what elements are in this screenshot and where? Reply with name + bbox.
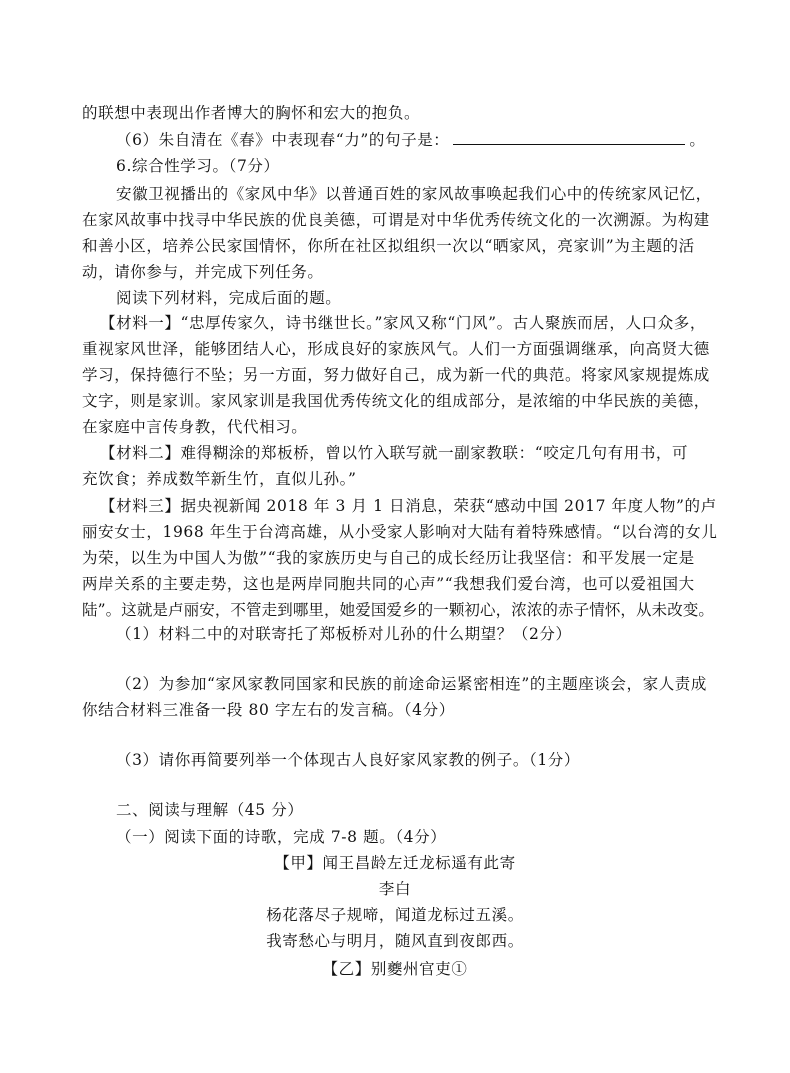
section-heading: 6.综合性学习。（7分）: [116, 157, 280, 175]
paragraph-line: 和善小区，培养公民家国情怀，你所在社区拟组织一次以“晒家风，亮家训”为主题的活: [82, 237, 695, 255]
paragraph-line: 在家风故事中找寻中华民族的优良美德，可谓是对中华优秀传统文化的一次溯源。为构建: [82, 211, 710, 229]
sub-question-2: （2）为参加“家风家教同国家和民族的前途命运紧密相连”的主题座谈会，家人责成: [116, 675, 708, 693]
material-1-line: 【材料一】“忠厚传家久，诗书继世长。”家风又称“门风”。古人聚族而居，人口众多，: [100, 314, 706, 332]
poem-1-line: 杨花落尽子规啼，闻道龙标过五溪。: [266, 906, 524, 924]
material-3-line: 两岸关系的主要走势，这也是两岸同胞共同的心声”“我想我们爱台湾，也可以爱祖国大: [82, 575, 695, 593]
subsection-title: （一）阅读下面的诗歌，完成 7-8 题。（4分）: [116, 828, 447, 846]
instruction-line: 阅读下列材料，完成后面的题。: [116, 289, 342, 307]
material-3-line: 陆”。这就是卢丽安，不管走到哪里，她爱国爱乡的一颗初心，浓浓的赤子情怀，从未改变。: [82, 601, 715, 619]
material-3-line: 为荣，以生为中国人为傲”“我的家族历史与自己的成长经历让我坚信：和平发展一定是: [82, 549, 695, 567]
material-1-line: 文字，则是家训。家风家训是我国优秀传统文化的组成部分，是浓缩的中华民族的美德，: [82, 392, 710, 410]
poem-1-line: 我寄愁心与明月，随风直到夜郎西。: [266, 932, 524, 950]
material-1-line: 重视家风世泽，能够团结人心，形成良好的家族风气。人们一方面强调继承，向高贤大德: [82, 340, 710, 358]
material-1-line: 在家庭中言传身教，代代相习。: [82, 418, 308, 436]
paragraph-line: 安徽卫视播出的《家风中华》以普通百姓的家风故事唤起我们心中的传统家风记忆，: [116, 185, 712, 203]
poem-2-title: 【乙】别夔州官吏①: [322, 960, 468, 978]
answer-blank[interactable]: [453, 130, 685, 145]
sub-question-2-cont: 你结合材料三准备一段 80 字左右的发言稿。（4分）: [82, 701, 455, 719]
question-6-text: （6）朱自清在《春》中表现春“力”的句子是：: [116, 131, 450, 149]
question-6-line: [116, 130, 706, 150]
paragraph-line: 动，请你参与，并完成下列任务。: [82, 263, 324, 281]
material-2-line: 【材料二】难得糊涂的郑板桥，曾以竹入联写就一副家教联：“咬定几句有用书，可: [100, 444, 689, 462]
material-3-line: 丽安女士，1968 年生于台湾高雄，从小受家人影响对大陆有着特殊感情。“以台湾的女儿: [82, 523, 718, 541]
poem-1-title: 【甲】闻王昌龄左迁龙标遥有此寄: [274, 854, 516, 872]
material-2-line: 充饮食；养成数竿新生竹，直似儿孙。”: [82, 470, 357, 488]
section-title: 二、阅读与理解（45 分）: [116, 801, 304, 819]
sub-question-3: （3）请你再简要列举一个体现古人良好家风家教的例子。（1分）: [116, 751, 580, 769]
material-3-line: 【材料三】据央视新闻 2018 年 3 月 1 日消息，荣获“感动中国 2017 年度人物”的卢: [100, 497, 717, 515]
period: 。: [689, 131, 706, 149]
poem-1-author: 李白: [378, 880, 412, 898]
material-1-line: 学习，保持德行不坠；另一方面，努力做好自己，成为新一代的典范。将家风家规提炼成: [82, 366, 710, 384]
sub-question-1: （1）材料二中的对联寄托了郑板桥对儿孙的什么期望？（2分）: [116, 625, 572, 643]
text-line: 的联想中表现出作者博大的胸怀和宏大的抱负。: [82, 104, 421, 122]
